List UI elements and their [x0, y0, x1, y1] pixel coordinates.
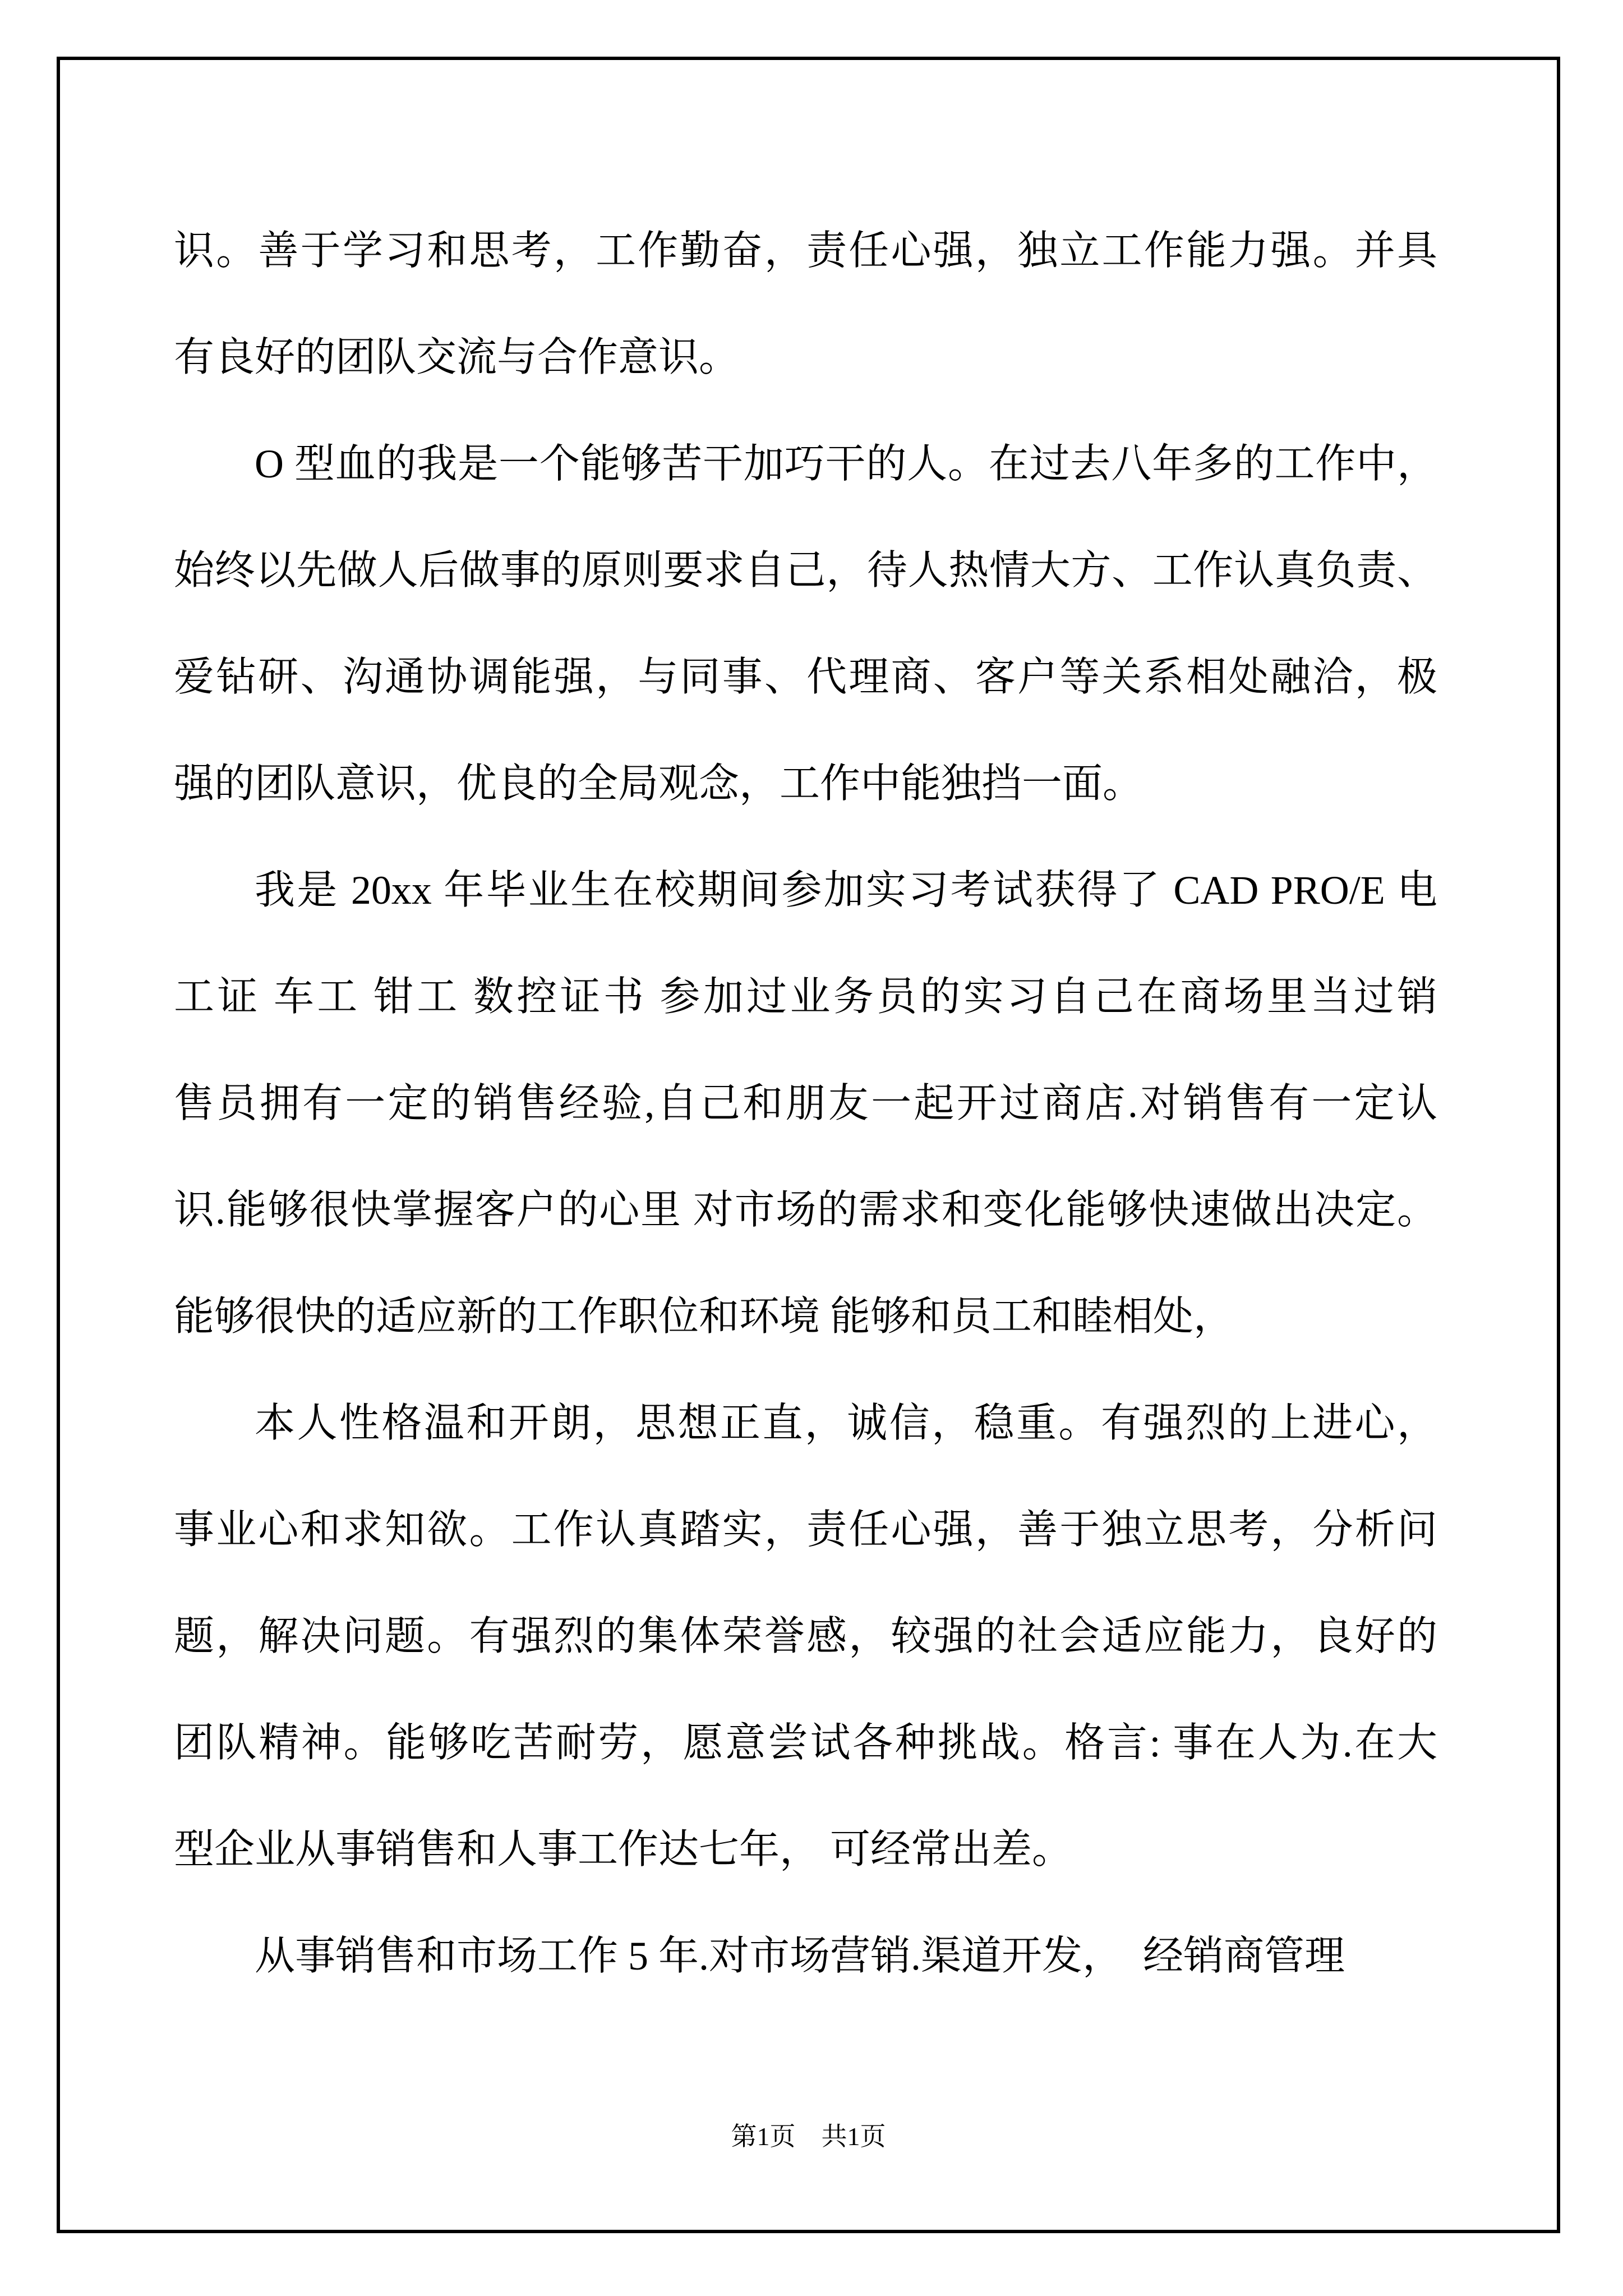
text-line: 识。善于学习和思考，工作勤奋，责任心强，独立工作能力强。并具 — [174, 228, 1437, 273]
text-line: 识.能够很快掌握客户的心里 对市场的需求和变化能够快速做出决定。 — [174, 1188, 1437, 1232]
page-border-frame — [57, 57, 1560, 2233]
text-line: 本人性格温和开朗，思想正直，诚信，稳重。有强烈的上进心， — [255, 1401, 1437, 1446]
text-line: 售员拥有一定的销售经验,自己和朋友一起开过商店.对销售有一定认 — [174, 1081, 1437, 1126]
text-line: 我是 20xx 年毕业生在校期间参加实习考试获得了 CAD PRO/E 电 — [255, 868, 1437, 913]
text-line: 工证 车工 钳工 数控证书 参加过业务员的实习自己在商场里当过销 — [174, 974, 1437, 1019]
text-body — [174, 197, 1437, 2009]
text-line: 题，解决问题。有强烈的集体荣誉感，较强的社会适应能力，良好的 — [174, 1614, 1437, 1659]
text-line: 能够很快的适应新的工作职位和环境 能够和员工和睦相处， — [174, 1294, 1234, 1339]
text-line: 始终以先做人后做事的原则要求自己，待人热情大方、工作认真负责、 — [174, 548, 1437, 593]
text-line: 事业心和求知欲。工作认真踏实，责任心强，善于独立思考，分析问 — [174, 1507, 1437, 1552]
page-footer — [60, 2120, 1557, 2154]
text-line: 爱钻研、沟通协调能强，与同事、代理商、客户等关系相处融洽，极 — [174, 655, 1437, 700]
text-line: 型企业从事销售和人事工作达七年， 可经常出差。 — [174, 1827, 1073, 1872]
page-number-label: 第1页 共1页 — [731, 2122, 886, 2151]
text-line: O 型血的我是一个能够苦干加巧干的人。在过去八年多的工作中， — [255, 441, 1437, 486]
text-line: 强的团队意识，优良的全局观念，工作中能独挡一面。 — [174, 761, 1144, 806]
text-line: 团队精神。能够吃苦耐劳，愿意尝试各种挑战。格言: 事在人为.在大 — [174, 1720, 1437, 1765]
text-line: 有良好的团队交流与合作意识。 — [174, 335, 740, 380]
text-line: 从事销售和市场工作 5 年.对市场营销.渠道开发， 经销商管理 — [255, 1934, 1345, 1978]
